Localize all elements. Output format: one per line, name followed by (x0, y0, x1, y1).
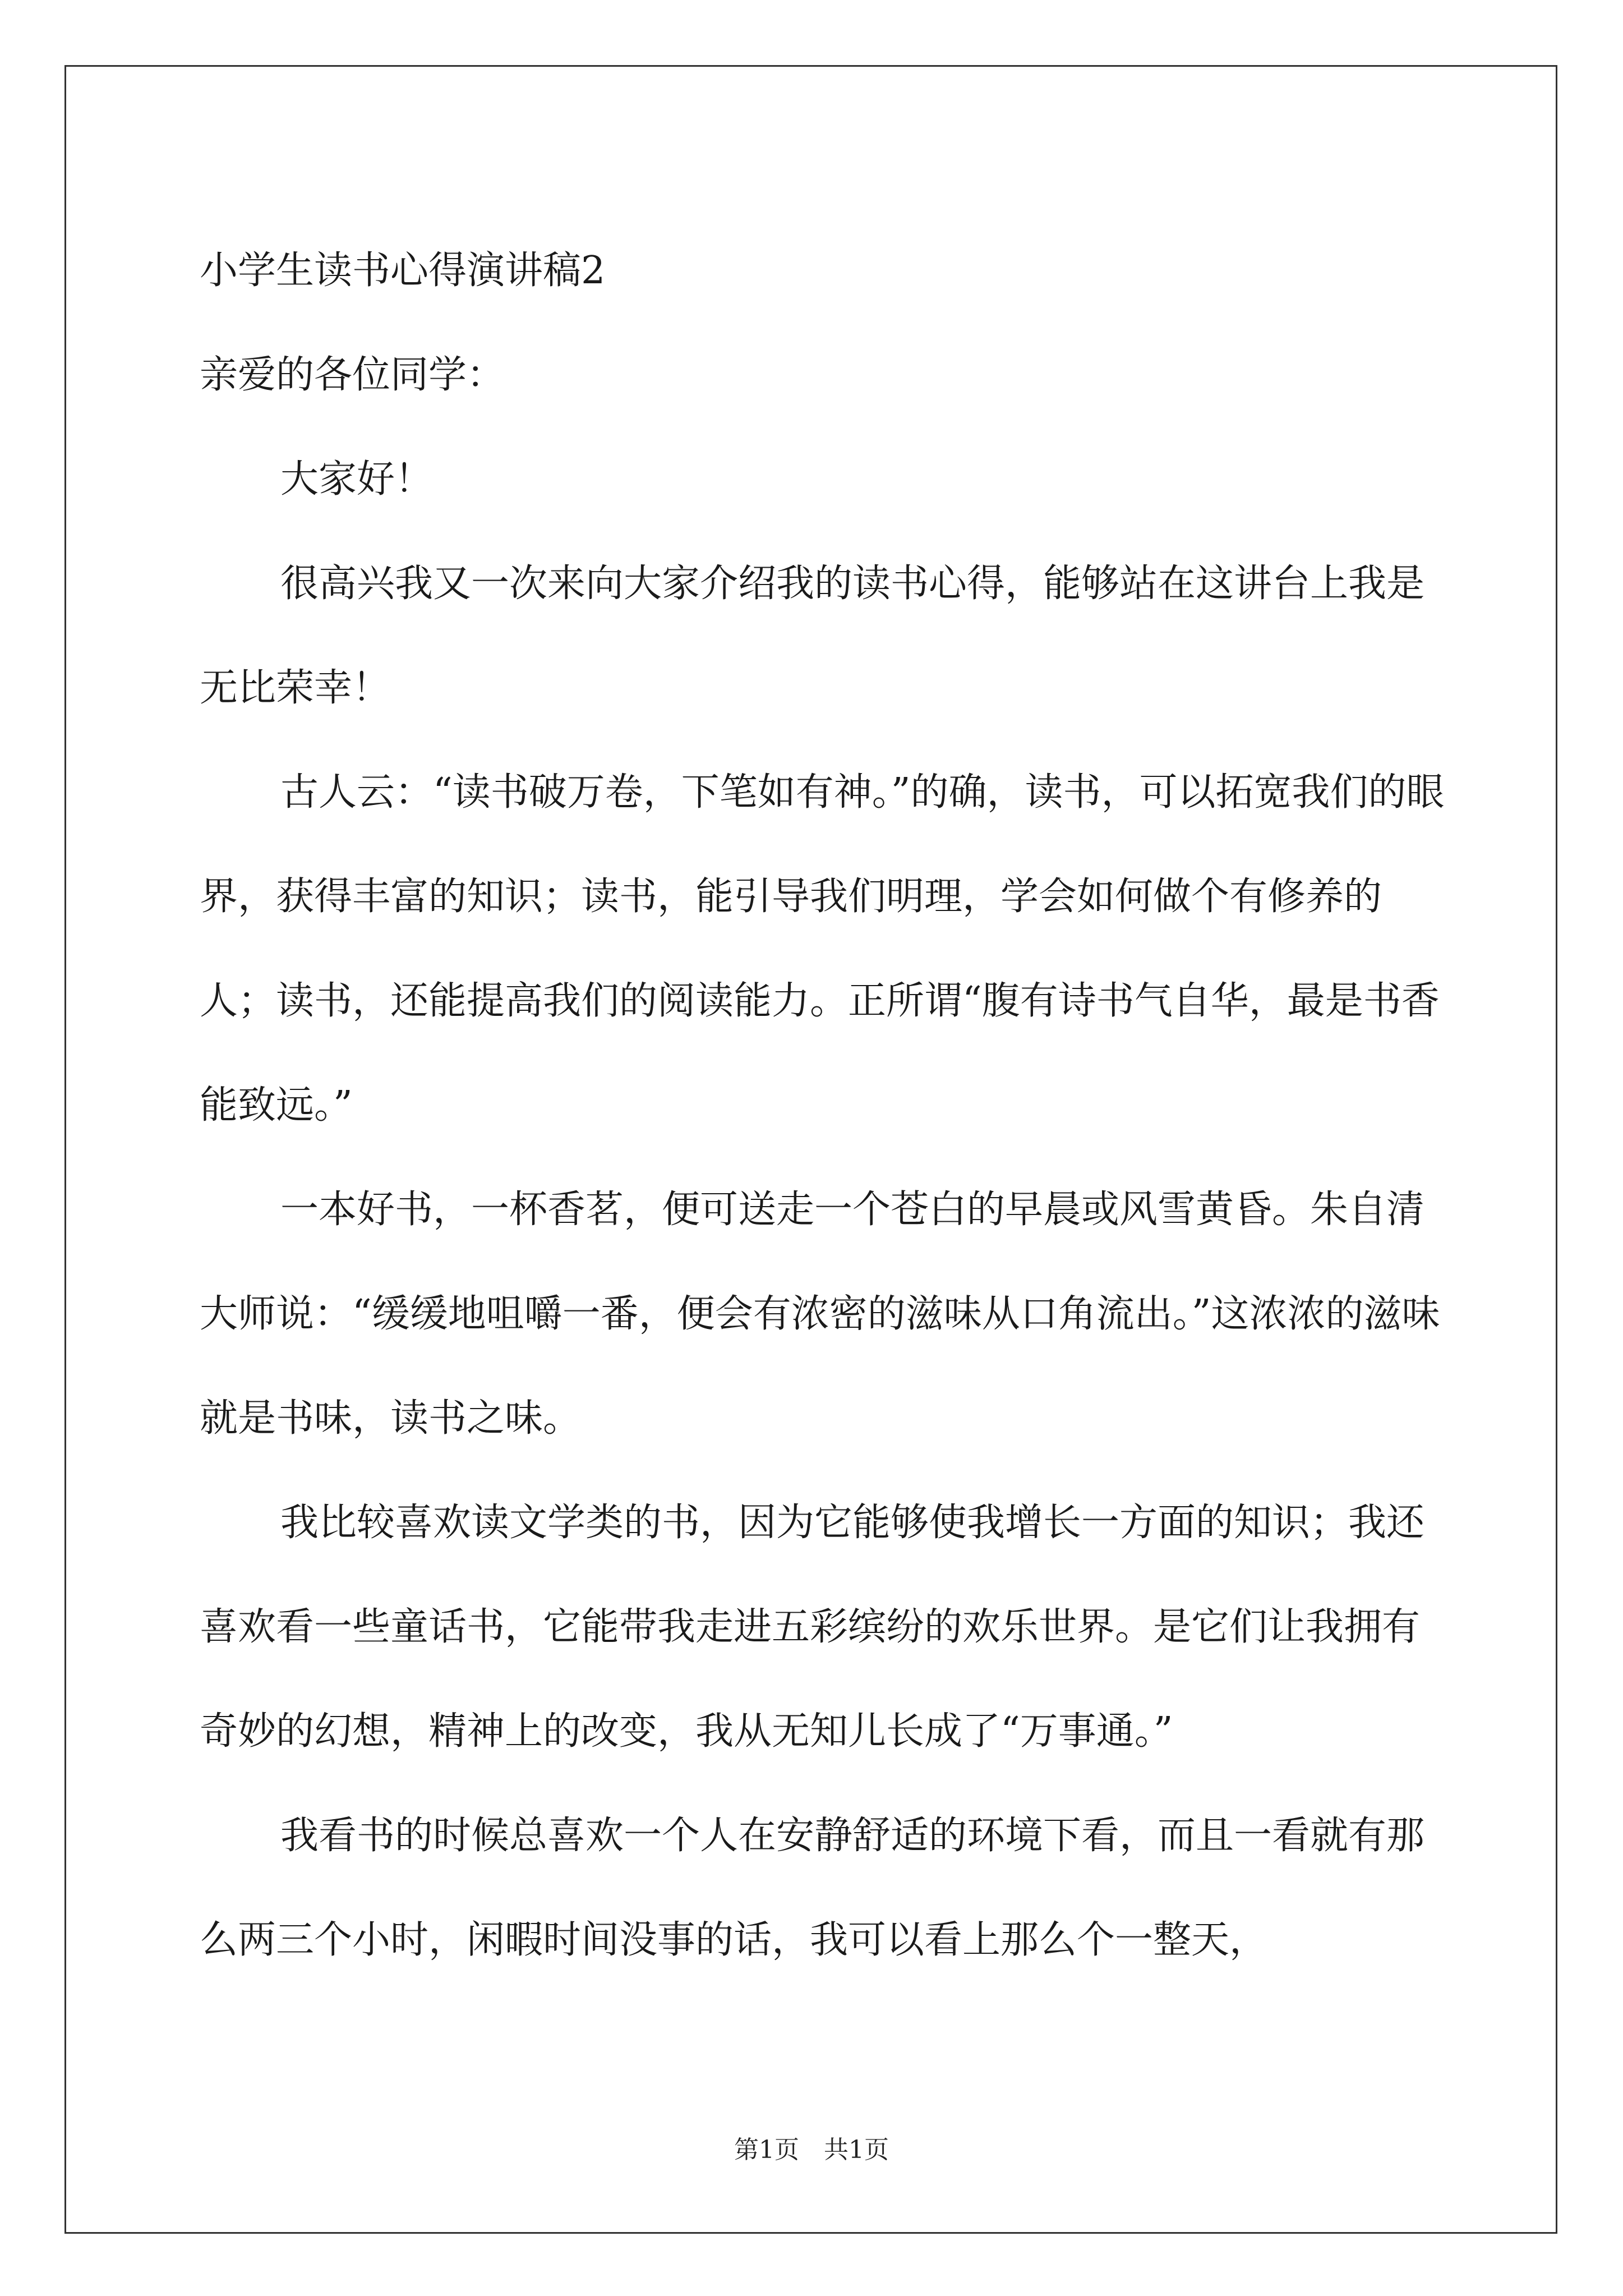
page-number: 第1页 共1页 (734, 2136, 889, 2164)
paragraph-book-and-tea: 一本好书，一杯香茗，便可送走一个苍白的早晨或风雪黄昏。朱自清大师说：“缓缓地咀嚼一番，便会有浓密的滋味从口角流出。”这浓浓的滋味就是书味，读书之味。 (200, 1188, 1440, 1441)
document-title: 小学生读书心得演讲稿2 (200, 249, 606, 293)
paragraph-quote: 古人云：“读书破万卷，下笔如有神。”的确，读书，可以拓宽我们的眼界，获得丰富的知识；读书，能引导我们明理，学会如何做个有修养的人；读书，还能提高我们的阅读能力。正所谓“腹有诗书气自华，最是书香能致远。” (200, 770, 1445, 1128)
paragraph-intro: 很高兴我又一次来向大家介绍我的读书心得，能够站在这讲台上我是无比荣幸！ (200, 562, 1425, 710)
paragraph-greeting: 大家好！ (280, 457, 434, 501)
document-body (200, 219, 1456, 1993)
salutation: 亲爱的各位同学： (200, 353, 505, 397)
paragraph-reading-habits: 我看书的时候总喜欢一个人在安静舒适的环境下看，而且一看就有那么两三个小时，闲暇时间没事的话，我可以看上那么个一整天， (200, 1814, 1425, 1962)
paragraph-preferences: 我比较喜欢读文学类的书，因为它能够使我增长一方面的知识；我还喜欢看一些童话书，它能带我走进五彩缤纷的欢乐世界。是它们让我拥有奇妙的幻想，精神上的改变，我从无知儿长成了“万事通。” (200, 1501, 1425, 1754)
